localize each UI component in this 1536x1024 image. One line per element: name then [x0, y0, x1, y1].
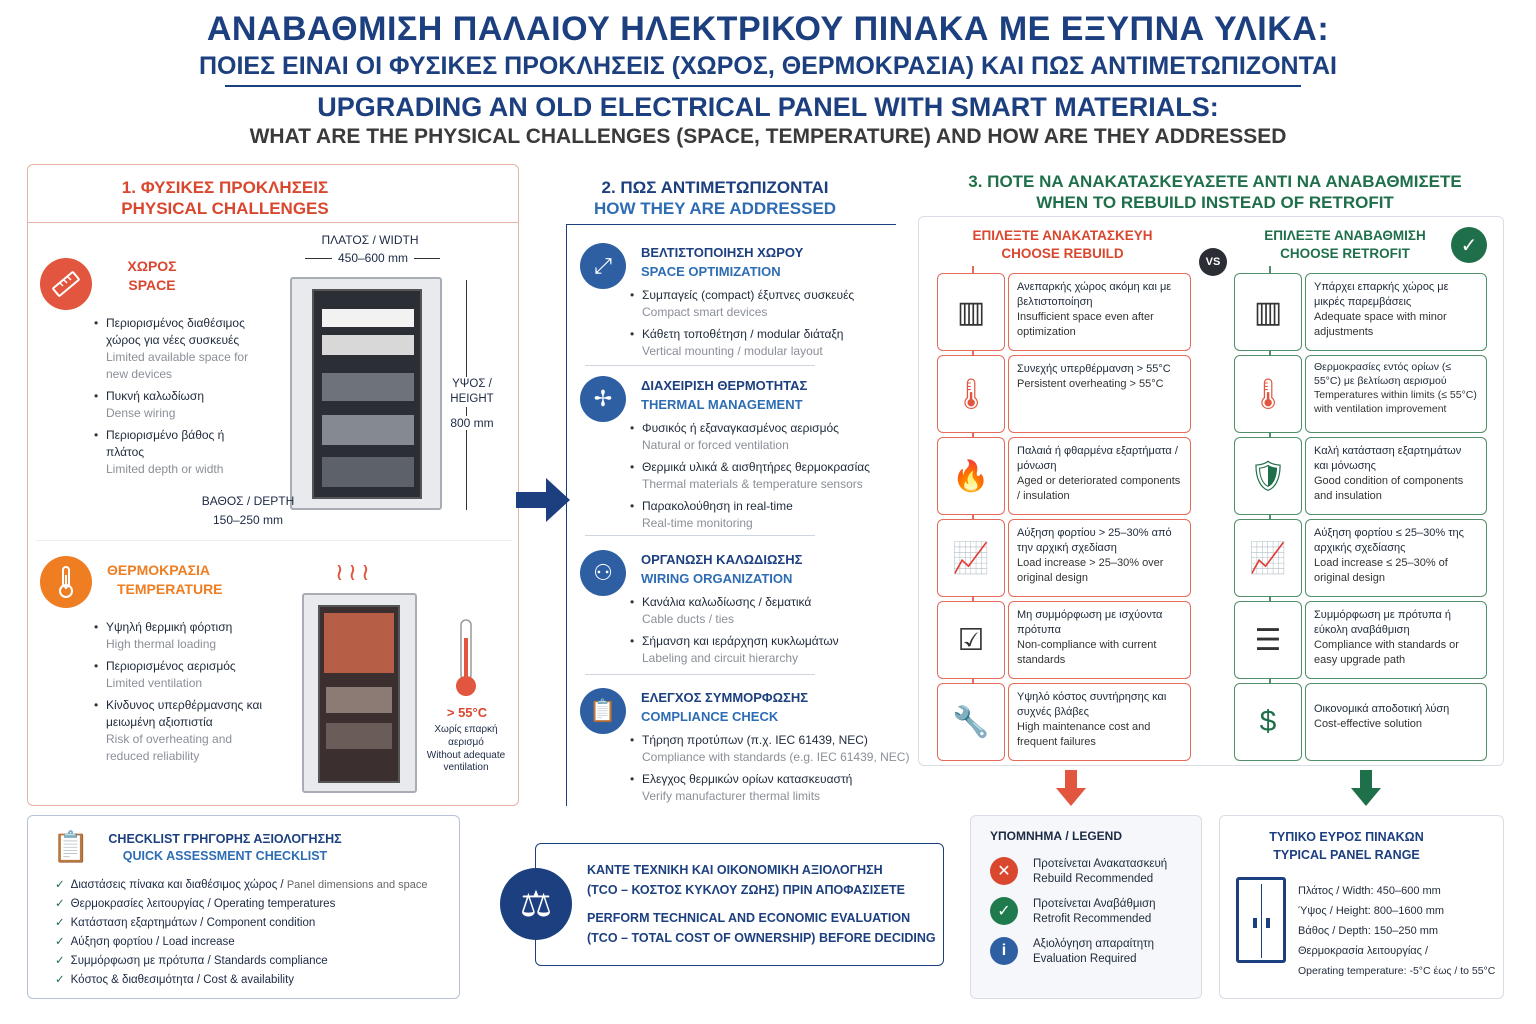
list-item: • Ελεγχος θερμικών ορίων κατασκευαστή Verify manufacturer thermal limits — [630, 771, 930, 805]
panel-range-width: Πλάτος / Width: 450–600 mm — [1298, 885, 1441, 897]
check-circle-icon: ✓ — [990, 897, 1018, 925]
fire-icon: 🔥 — [952, 459, 990, 493]
legend-title: ΥΠΟΜΝΗΜΑ / LEGEND — [990, 829, 1122, 843]
info-icon: i — [990, 937, 1018, 965]
thermometer-icon: 🌡 — [951, 377, 991, 411]
compliance-check-title-en: COMPLIANCE CHECK — [641, 709, 779, 724]
checklist-items — [55, 876, 455, 990]
space-optimization-title-en: SPACE OPTIMIZATION — [641, 264, 781, 279]
bar-chart-up-icon: 📈 — [952, 541, 990, 575]
checklist-title-gr: CHECKLIST ΓΡΗΓΟΡΗΣ ΑΞΙΟΛΟΓΗΣΗΣ — [108, 832, 342, 846]
checklist-item: ✓ Κόστος & διαθεσιμότητα / Cost & availability — [55, 974, 295, 986]
checklist-item: ✓ Θερμοκρασίες λειτουργίας / Operating temperatures — [55, 898, 336, 910]
height-label: ΥΨΟΣ / HEIGHT — [446, 377, 498, 407]
wiring-organization-title-gr: ΟΡΓΑΝΩΣΗ ΚΑΛΩΔΙΩΣΗΣ — [641, 552, 803, 567]
list-item: • Περιορισμένος αερισμός Limited ventilation — [94, 658, 264, 692]
compliance-check-title-gr: ΕΛΕΓΧΟΣ ΣΥΜΜΟΡΦΩΣΗΣ — [641, 690, 809, 705]
legend-item-evaluation: Αξιολόγηση απαραίτητη Evaluation Required — [1033, 938, 1155, 965]
wrench-icon: 🔧 — [952, 705, 990, 739]
arrow-down-red-icon — [1056, 770, 1086, 811]
subtitle-gr: ΠΟΙΕΣ ΕΙΝΑΙ ΟΙ ΦΥΣΙΚΕΣ ΠΡΟΚΛΗΣΕΙΣ (ΧΩΡΟΣ, ΘΕΡΜΟΚΡΑΣΙΑ) ΚΑΙ ΠΩΣ ΑΝΤΙΜΕΤΩΠΙΖΟΝΤΑΙ — [198, 52, 1337, 80]
subtitle-en: WHAT ARE THE PHYSICAL CHALLENGES (SPACE, TEMPERATURE) AND HOW ARE THEY ADDRESSED — [249, 125, 1287, 148]
expand-arrows-icon: ⤢ — [580, 243, 626, 289]
temp-value: > 55°C — [446, 705, 488, 720]
rebuild-title-gr: ΕΠΙΛΕΞΤΕ ΑΝΑΚΑΤΑΣΚΕΥΗ — [972, 228, 1153, 243]
bar-chart-up-icon: 📈 — [1249, 541, 1287, 575]
panel-range-title-en: TYPICAL PANEL RANGE — [1273, 848, 1420, 862]
list-item: • Σήμανση και ιεράρχηση κυκλωμάτων Labeling and circuit hierarchy — [630, 633, 900, 667]
temperature-label-en: TEMPERATURE — [117, 581, 223, 597]
hot-panel-image — [302, 593, 417, 793]
compliance-check-list — [630, 732, 930, 810]
space-label-gr: ΧΩΡΟΣ — [127, 258, 177, 274]
width-label: ΠΛΑΤΟΣ / WIDTH — [321, 233, 419, 247]
thermometer-icon — [40, 556, 92, 608]
section1-divider — [27, 222, 519, 223]
wiring-organization-title-en: WIRING ORGANIZATION — [641, 571, 793, 586]
section3-title-en: WHEN TO REBUILD INSTEAD OF RETROFIT — [1036, 193, 1394, 212]
panel-range-lines — [1298, 881, 1498, 981]
evaluation-gr-line1: ΚΑΝΤΕ ΤΕΧΝΙΚΗ ΚΑΙ ΟΙΚΟΝΟΜΙΚΗ ΑΞΙΟΛΟΓΗΣΗ — [587, 863, 883, 877]
panel-range-temp-value: Operating temperature: -5°C έως / to 55°C — [1298, 965, 1496, 977]
space-optimization-title-gr: ΒΕΛΤΙΣΤΟΠΟΙΗΣΗ ΧΩΡΟΥ — [641, 245, 804, 260]
section1-title-gr: 1. ΦΥΣΙΚΕΣ ΠΡΟΚΛΗΣΕΙΣ — [121, 178, 329, 197]
fan-icon: ✢ — [580, 376, 626, 422]
electrical-panel-image — [290, 277, 442, 510]
temperature-list — [94, 619, 264, 770]
evaluation-en-line2: (TCO – TOTAL COST OF OWNERSHIP) BEFORE DECIDING — [587, 931, 936, 945]
temp-note-gr: Χωρίς επαρκή αερισμό — [434, 724, 498, 748]
retrofit-title-gr: ΕΠΙΛΕΞΤΕ ΑΝΑΒΑΘΜΙΣΗ — [1264, 228, 1426, 243]
list-item: • Φυσικός ή εξαναγκασμένος αερισμός Natural or forced ventilation — [630, 420, 900, 454]
panel-range-depth: Βάθος / Depth: 150–250 mm — [1298, 925, 1439, 937]
width-value: 450–600 mm — [332, 251, 414, 265]
shield-check-icon: 🛡 — [1248, 459, 1288, 493]
panel-range-height: Ύψος / Height: 800–1600 mm — [1298, 905, 1445, 917]
list-item: • Θερμικά υλικά & αισθητήρες θερμοκρασίας Thermal materials & temperature sensors — [630, 459, 900, 493]
checklist-item: ✓ Διαστάσεις πίνακα και διαθέσιμος χώρος / Panel dimensions and space — [55, 879, 428, 891]
divider — [585, 674, 815, 675]
panel-range-title-gr: ΤΥΠΙΚΟ ΕΥΡΟΣ ΠΙΝΑΚΩΝ — [1269, 830, 1424, 844]
checklist-item: ✓ Συμμόρφωση με πρότυπα / Standards compliance — [55, 955, 328, 967]
temp-note-en: Without adequate ventilation — [426, 750, 506, 773]
arrow-right-icon — [514, 476, 572, 529]
check-circle-icon: ✓ — [1451, 227, 1487, 263]
section2-vertical-line — [566, 224, 567, 806]
section3-title-gr: 3. ΠΟΤΕ ΝΑ ΑΝΑΚΑΤΑΣΚΕΥΑΣΕΤΕ ΑΝΤΙ ΝΑ ΑΝΑΒΑΘΜΙΣΕΤΕ — [968, 172, 1462, 191]
temperature-label-gr: ΘΕΡΜΟΚΡΑΣΙΑ — [107, 562, 211, 578]
depth-label: ΒΑΘΟΣ / DEPTH — [201, 494, 295, 508]
ruler-icon — [40, 258, 92, 310]
legend-item-retrofit: Προτείνεται Αναβάθμιση Retrofit Recommended — [1033, 898, 1156, 925]
list-item: • Υψηλή θερμική φόρτιση High thermal loading — [94, 619, 264, 653]
vs-badge: VS — [1199, 248, 1227, 276]
x-circle-icon: ✕ — [990, 857, 1018, 885]
title-gr: ΑΝΑΒΑΘΜΙΣΗ ΠΑΛΑΙΟΥ ΗΛΕΚΤΡΙΚΟΥ ΠΙΝΑΚΑ ΜΕ ΕΞΥΠΝΑ ΥΛΙΚΑ: — [206, 10, 1330, 48]
retrofit-title-en: CHOOSE RETROFIT — [1280, 246, 1410, 261]
section1-inner-divider — [36, 540, 512, 541]
list-item: • Κάθετη τοποθέτηση / modular διάταξη Vertical mounting / modular layout — [630, 326, 900, 360]
list-item: • Περιορισμένος διαθέσιμος χώρος για νέες συσκευές Limited available space for new devices — [94, 315, 264, 383]
depth-value: 150–250 mm — [212, 513, 284, 527]
thermal-management-block — [580, 376, 900, 530]
checklist-icon: ☰ — [1254, 623, 1282, 657]
compliance-check-block — [580, 688, 910, 806]
thermometer-image — [454, 618, 478, 698]
evaluation-en-line1: PERFORM TECHNICAL AND ECONOMIC EVALUATION — [587, 911, 911, 925]
checklist-item: ✓ Κατάσταση εξαρτημάτων / Component condition — [55, 917, 316, 929]
section1-title-en: PHYSICAL CHALLENGES — [121, 199, 329, 218]
panel-range-temp-label: Θερμοκρασία λειτουργίας / — [1298, 945, 1429, 957]
height-value: 800 mm — [446, 416, 498, 430]
divider — [585, 365, 815, 366]
section2-top-line — [566, 224, 896, 225]
checklist-item: ✓ Αύξηση φορτίου / Load increase — [55, 936, 235, 948]
wiring-organization-block — [580, 550, 900, 665]
thermal-management-list — [630, 420, 900, 537]
panel-icon: ▥ — [1253, 295, 1283, 329]
evaluation-gr-line2: (TCO – ΚΟΣΤΟΣ ΚΥΚΛΟΥ ΖΩΗΣ) ΠΡΙΝ ΑΠΟΦΑΣΙΣΕΤΕ — [587, 883, 906, 897]
thermometer-icon: 🌡 — [1248, 377, 1288, 411]
arrow-down-green-icon — [1351, 770, 1381, 811]
divider — [585, 535, 815, 536]
clipboard-icon: 📋 — [52, 831, 90, 864]
space-list — [94, 315, 264, 483]
list-item: • Τήρηση προτύπων (π.χ. IEC 61439, NEC) Compliance with standards (e.g. IEC 61439, NEC) — [630, 732, 930, 766]
panel-icon: ▥ — [956, 295, 986, 329]
list-item: • Συμπαγείς (compact) έξυπνες συσκευές Compact smart devices — [630, 287, 900, 321]
space-optimization-list — [630, 287, 900, 365]
wiring-organization-list — [630, 594, 900, 672]
list-item: • Παρακολούθηση in real-time Real-time monitoring — [630, 498, 900, 532]
evaluation-text — [587, 860, 937, 948]
title-en: UPGRADING AN OLD ELECTRICAL PANEL WITH SMART MATERIALS: — [317, 92, 1219, 122]
list-item: • Κίνδυνος υπερθέρμανσης και μειωμένη αξιοπιστία Risk of overheating and reduced reliability — [94, 697, 264, 765]
space-optimization-block — [580, 243, 900, 363]
heat-waves-icon: ≀≀≀ — [335, 559, 374, 586]
thermal-management-title-en: THERMAL MANAGEMENT — [641, 397, 803, 412]
clipboard-check-icon: ☑ — [957, 623, 985, 657]
list-item: • Κανάλια καλωδίωσης / δεματικά Cable ducts / ties — [630, 594, 900, 628]
section2-title-en: HOW THEY ARE ADDRESSED — [593, 199, 837, 218]
section2-title-gr: 2. ΠΩΣ ΑΝΤΙΜΕΤΩΠΙΖΟΝΤΑΙ — [601, 178, 829, 197]
scales-icon: ⚖ — [500, 868, 572, 940]
thermal-management-title-gr: ΔΙΑΧΕΙΡΙΣΗ ΘΕΡΜΟΤΗΤΑΣ — [641, 378, 808, 393]
cabinet-icon — [1236, 877, 1286, 963]
space-label-en: SPACE — [128, 277, 176, 293]
list-item: • Περιορισμένο βάθος ή πλάτος Limited depth or width — [94, 427, 264, 478]
wiring-icon: ⚇ — [580, 550, 626, 596]
rebuild-title-en: CHOOSE REBUILD — [1001, 246, 1124, 261]
clipboard-icon: 📋 — [580, 688, 626, 734]
legend-item-rebuild: Προτείνεται Ανακατασκευή Rebuild Recommended — [1033, 858, 1168, 885]
dollar-shield-icon: $ — [1259, 705, 1277, 738]
list-item: • Πυκνή καλωδίωση Dense wiring — [94, 388, 264, 422]
header-divider — [225, 85, 1301, 87]
checklist-title-en: QUICK ASSESSMENT CHECKLIST — [122, 849, 328, 863]
